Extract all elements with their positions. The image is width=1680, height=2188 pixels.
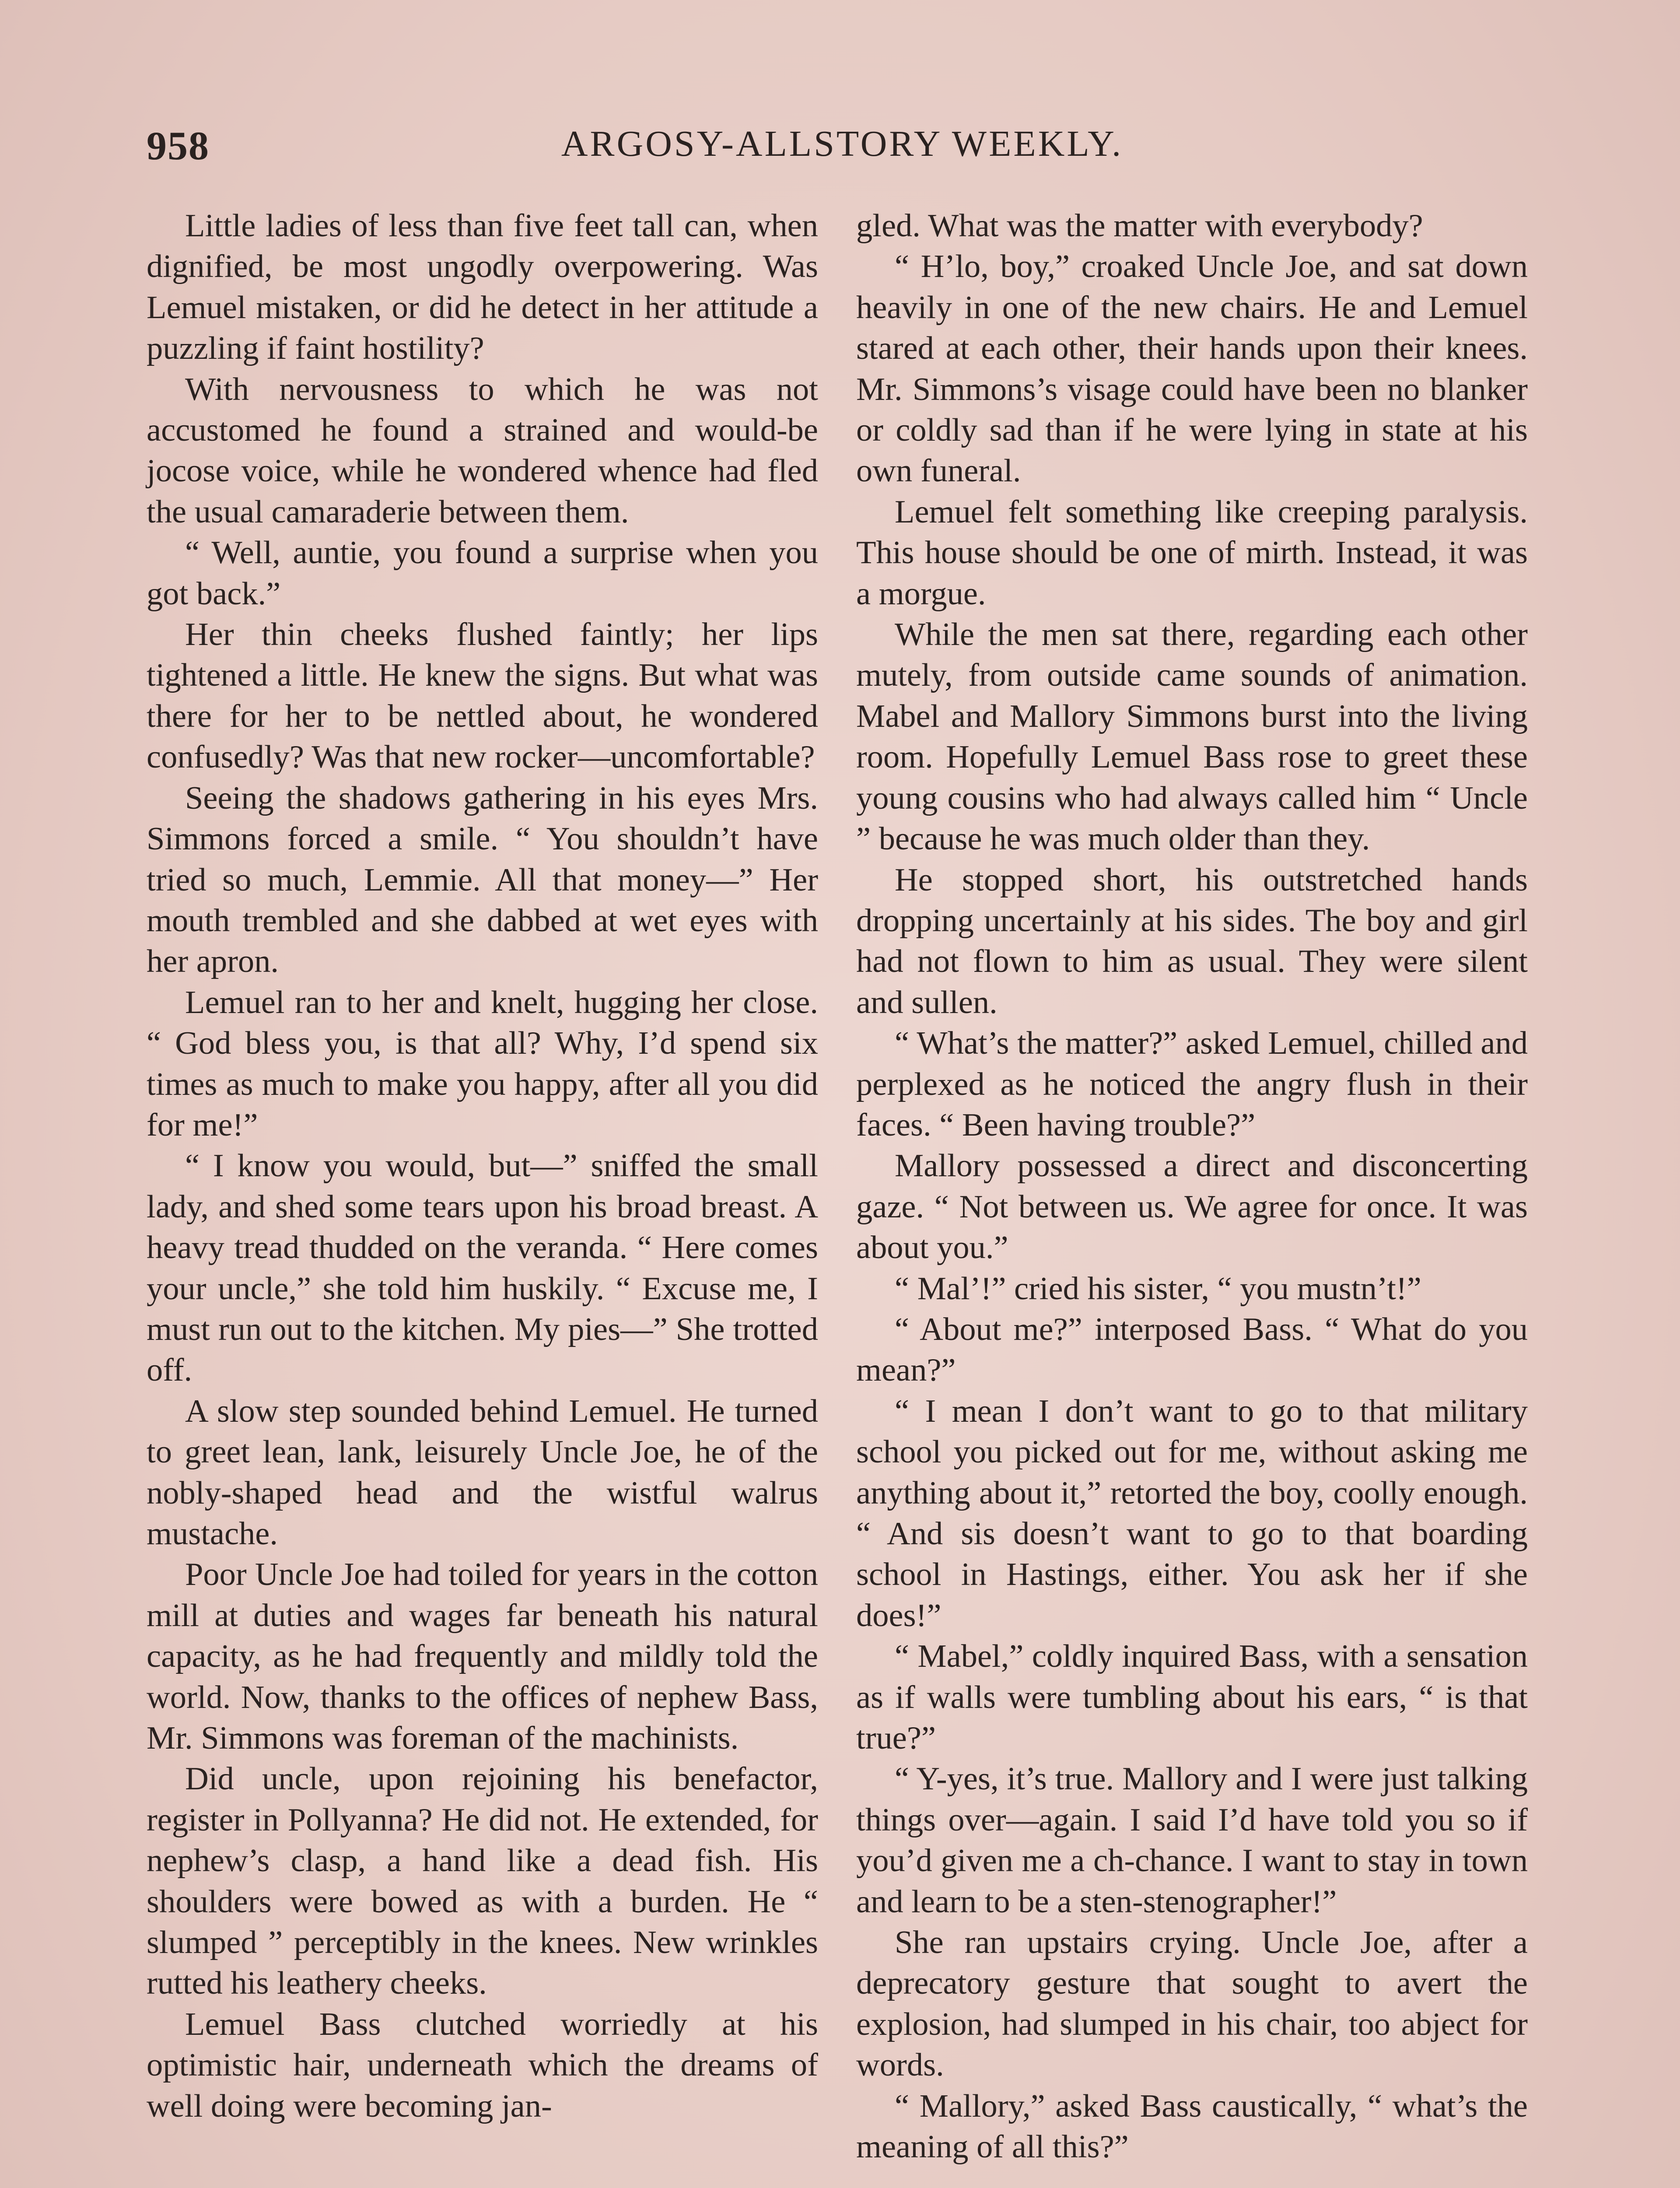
paragraph: She ran upstairs crying. Uncle Joe, after a deprecatory gesture that sought to avert the explosion, had slumped in his chair, too abject for words. <box>856 1925 1528 2083</box>
paragraph: “ I know you would, but—” sniffed the small lady, and shed some tears upon his broad breast. A heavy tread thudded on the veranda. “ Here comes your uncle,” she told him huskily. “ Excuse me, I must run out to the kitchen. My pies—” She trotted off. <box>147 1148 818 1389</box>
paragraph: “ About me?” interposed Bass. “ What do you mean?” <box>856 1311 1528 1389</box>
paragraph: Little ladies of less than five feet tall can, when dignified, be most ungodly overpowering. Was Lemuel mistaken, or did he detect in her attitude a puzzling if faint hostility? <box>147 208 818 367</box>
paragraph: Lemuel ran to her and knelt, hugging her close. “ God bless you, is that all? Why, I’d spend six times as much to make you happy, after all you did for me!” <box>147 984 818 1143</box>
paragraph: “ What’s the matter?” asked Lemuel, chilled and perplexed as he noticed the angry flush in their faces. “ Been having trouble?” <box>856 1025 1528 1143</box>
paragraph: A slow step sounded behind Lemuel. He turned to greet lean, lank, leisurely Uncle Joe, he of the nobly-shaped head and the wistful walrus mustache. <box>147 1393 818 1552</box>
paragraph: “ H’lo, boy,” croaked Uncle Joe, and sat down heavily in one of the new chairs. He and Lemuel stared at each other, their hands upon their knees. Mr. Simmons’s visage could have been no blanker or coldly sad than if he were lying in state at his own funeral. <box>856 249 1528 489</box>
paragraph: “ Mallory,” asked Bass caustically, “ what’s the meaning of all this?” <box>856 2088 1528 2165</box>
continued-paragraph: gled. What was the matter with everybody? <box>856 208 1423 244</box>
left-column <box>147 206 818 2127</box>
right-column <box>856 206 1528 2168</box>
paragraph: He stopped short, his outstretched hands dropping uncertainly at his sides. The boy and girl had not flown to him as usual. They were silent and sullen. <box>856 862 1528 1020</box>
paragraph: Lemuel Bass clutched worriedly at his optimistic hair, underneath which the dreams of well doing were becoming jan- <box>147 2006 818 2124</box>
paragraph: Her thin cheeks flushed faintly; her lips tightened a little. He knew the signs. But what was there for her to be nettled about, he wondered confusedly? Was that new rocker—uncomfortable? <box>147 617 818 775</box>
paragraph: Lemuel felt something like creeping paralysis. This house should be one of mirth. Instead, it was a morgue. <box>856 494 1528 612</box>
paragraph: With nervousness to which he was not accustomed he found a strained and would-be jocose voice, while he wondered whence had fled the usual camaraderie between them. <box>147 371 818 530</box>
paragraph: “ Mal’!” cried his sister, “ you mustn’t!” <box>895 1270 1421 1307</box>
paragraph: Seeing the shadows gathering in his eyes Mrs. Simmons forced a smile. “ You shouldn’t have tried so much, Lemmie. All that money—” Her mouth trembled and she dabbed at wet eyes with her apron. <box>147 780 818 980</box>
paragraph: Mallory possessed a direct and disconcerting gaze. “ Not between us. We agree for once. It was about you.” <box>856 1148 1528 1266</box>
paragraph: Poor Uncle Joe had toiled for years in the cotton mill at duties and wages far beneath his natural capacity, as he had frequently and mildly told the world. Now, thanks to the offices of nephew Bass, Mr. Simmons was foreman of the machinists. <box>147 1557 818 1757</box>
paragraph: “ Mabel,” coldly inquired Bass, with a sensation as if walls were tumbling about his ears, “ is that true?” <box>856 1638 1528 1757</box>
paragraph: Did uncle, upon rejoining his benefactor, register in Pollyanna? He did not. He extended, for nephew’s clasp, a hand like a dead fish. His shoulders were bowed as with a burden. He “ slumped ” perceptibly in the knees. New wrinkles rutted his leathery cheeks. <box>147 1761 818 2002</box>
running-title: ARGOSY-ALLSTORY WEEKLY. <box>561 123 1124 164</box>
page-header <box>147 123 1538 188</box>
paragraph: “ Well, auntie, you found a surprise when you got back.” <box>147 535 818 612</box>
paragraph: “ I mean I don’t want to go to that military school you picked out for me, without asking me anything about it,” retorted the boy, coolly enough. “ And sis doesn’t want to go to that boarding school in Hastings, either. You ask her if she does!” <box>856 1393 1528 1634</box>
paragraph: While the men sat there, regarding each other mutely, from outside came sounds of animation. Mabel and Mallory Simmons burst into the living room. Hopefully Lemuel Bass rose to greet these young cousins who had always called him “ Uncle ” because he was much older than they. <box>856 617 1528 857</box>
page-number: 958 <box>147 123 210 168</box>
paragraph: “ Y-yes, it’s true. Mallory and I were just talking things over—again. I said I’d have told you so if you’d given me a ch-chance. I want to stay in town and learn to be a sten-stenographer!” <box>856 1761 1528 1920</box>
